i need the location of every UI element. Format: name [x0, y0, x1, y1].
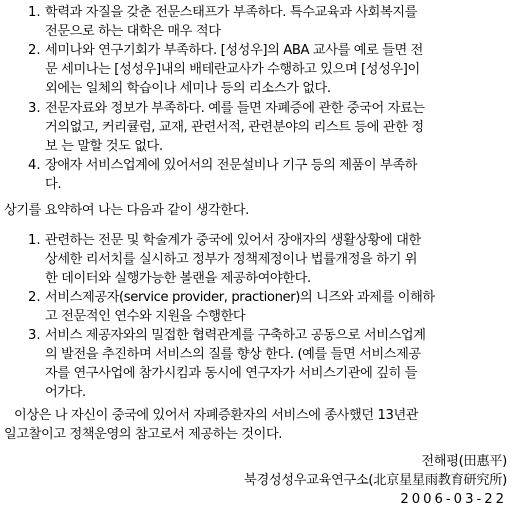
- list-item-line: 학력과 자질을 갖춘 전문스태프가 부족하다. 특수교육과 사회복지를: [45, 5, 418, 20]
- list-item-number: 1.: [28, 5, 41, 20]
- document-date: 2006-03-22: [400, 492, 507, 507]
- list-item-line: 어가다.: [45, 385, 86, 400]
- list-item-line: 고 전문적인 연수와 지원을 수행한다: [45, 309, 246, 324]
- list-item-line: 서비스 제공자와의 밀접한 협력관계를 구축하고 공동으로 서비스업계: [45, 328, 426, 343]
- list-item-number: 3.: [28, 328, 41, 343]
- list-item-line: 상세한 리서치를 실시하고 정부가 정책제정이나 법률개정을 하기 위: [45, 252, 418, 267]
- summary-intro: 상기를 요약하여 나는 다음과 같이 생각한다.: [4, 203, 249, 218]
- list-item-line: 관련하는 전문 및 학술계가 중국에 있어서 장애자의 생활상황에 대한: [45, 233, 421, 248]
- list-item-number: 4.: [28, 158, 41, 173]
- organization-name: 북경성성우교육연구소(北京星星雨教育研究所): [244, 473, 507, 488]
- list-item-line: 전문자료와 정보가 부족하다. 예를 들면 자폐증에 관한 중국어 자료는: [45, 101, 425, 116]
- closing-line: 이상은 나 자신이 중국에 있어서 자폐증환자의 서비스에 종사했던 13년관: [14, 408, 419, 423]
- list-item-number: 2.: [28, 290, 41, 305]
- list-item-line: 거의없고, 커리큘럼, 교재, 관련서적, 관련분야의 리스트 등에 관한 정: [45, 120, 424, 135]
- list-item-number: 1.: [28, 233, 41, 248]
- list-item-number: 2.: [28, 43, 41, 58]
- list-item-line: 보 는 말할 것도 없다.: [45, 139, 163, 154]
- list-item-line: 전문으로 하는 대학은 매우 적다: [45, 24, 221, 39]
- author-name: 전해평(田惠平): [421, 454, 507, 469]
- list-item-line: 장애자 서비스업계에 있어서의 전문설비나 기구 등의 제품이 부족하: [45, 158, 418, 173]
- list-item-line: 다.: [45, 177, 62, 192]
- list-item-line: 외에는 일체의 학습이나 세미나 등의 리소스가 없다.: [45, 81, 331, 96]
- closing-line: 일고찰이고 정책운영의 참고로서 제공하는 것이다.: [4, 427, 283, 442]
- list-item-line: 세미나와 연구기회가 부족하다. [성성우]의 ABA 교사를 예로 들면 전: [45, 43, 423, 58]
- list-item-line: 의 발전을 추진하며 서비스의 질를 향상 한다. (예를 들면 서비스제공: [45, 347, 421, 362]
- list-item-line: 서비스제공자(service provider, practioner)의 니즈와 과제를 이해하: [45, 290, 435, 305]
- list-item-line: 자를 연구사업에 참가시킴과 동시에 연구자가 서비스기관에 깊히 들: [45, 366, 418, 381]
- list-item-number: 3.: [28, 101, 41, 116]
- list-item-line: 문 세미나는 [성성우]내의 배테란교사가 수행하고 있으며 [성성우]이: [45, 62, 420, 77]
- list-item-line: 한 데이터와 실행가능한 볼랜을 제공하여야한다.: [45, 271, 311, 286]
